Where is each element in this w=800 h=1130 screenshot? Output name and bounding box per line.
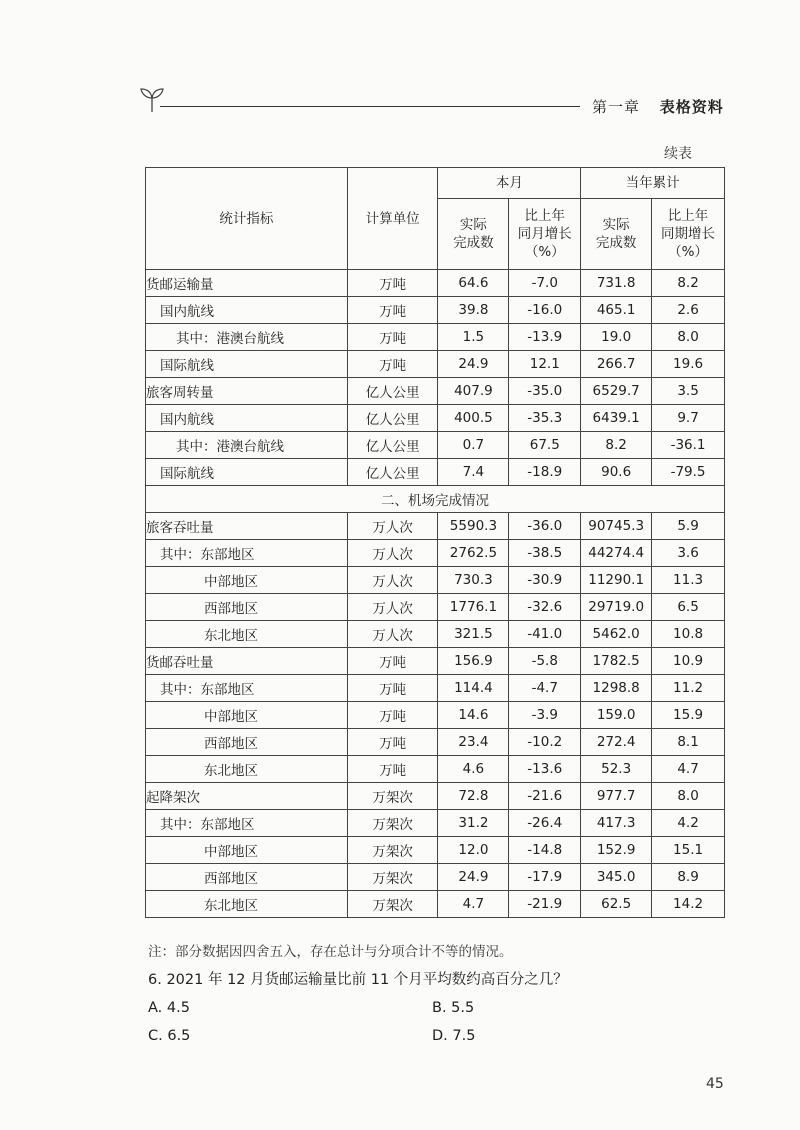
month-actual-cell: 407.9 — [438, 378, 509, 405]
month-growth-cell: -3.9 — [509, 702, 581, 729]
table-row — [146, 351, 725, 378]
option-b[interactable]: B. 5.5 — [432, 1000, 475, 1016]
month-growth-cell: -21.9 — [509, 891, 581, 918]
month-actual-cell: 1.5 — [438, 324, 509, 351]
month-growth-cell: 12.1 — [509, 351, 581, 378]
indicator-cell: 西部地区 — [146, 594, 348, 621]
table-row — [146, 270, 725, 297]
col-indicator-header: 统计指标 — [146, 168, 348, 270]
ytd-actual-cell: 44274.4 — [581, 540, 652, 567]
month-actual-cell: 14.6 — [438, 702, 509, 729]
month-actual-cell: 321.5 — [438, 621, 509, 648]
ytd-growth-cell: 8.9 — [652, 864, 725, 891]
indicator-cell: 货邮运输量 — [146, 270, 348, 297]
ytd-growth-cell: -79.5 — [652, 459, 725, 486]
ytd-growth-cell: 8.0 — [652, 324, 725, 351]
table-note: 注：部分数据因四舍五入，存在总计与分项合计不等的情况。 — [148, 944, 513, 960]
month-growth-cell: 67.5 — [509, 432, 581, 459]
indicator-cell: 其中：东部地区 — [146, 675, 348, 702]
month-actual-cell: 31.2 — [438, 810, 509, 837]
table-row — [146, 837, 725, 864]
unit-cell: 万人次 — [347, 567, 438, 594]
ytd-actual-cell: 6439.1 — [581, 405, 652, 432]
group-month-header: 本月 — [438, 168, 581, 199]
table-row — [146, 567, 725, 594]
unit-cell: 万架次 — [347, 810, 438, 837]
month-actual-cell: 0.7 — [438, 432, 509, 459]
indicator-cell: 东北地区 — [146, 756, 348, 783]
indicator-cell: 货邮吞吐量 — [146, 648, 348, 675]
ytd-growth-cell: 11.2 — [652, 675, 725, 702]
table-row — [146, 378, 725, 405]
month-actual-cell: 4.7 — [438, 891, 509, 918]
unit-cell: 万人次 — [347, 621, 438, 648]
month-growth-cell: -17.9 — [509, 864, 581, 891]
table-row — [146, 756, 725, 783]
table-row — [146, 702, 725, 729]
ytd-actual-cell: 11290.1 — [581, 567, 652, 594]
option-d[interactable]: D. 7.5 — [432, 1028, 476, 1044]
month-growth-cell: -16.0 — [509, 297, 581, 324]
unit-cell: 万吨 — [347, 702, 438, 729]
unit-cell: 亿人公里 — [347, 378, 438, 405]
month-growth-cell: -35.0 — [509, 378, 581, 405]
table-row — [146, 810, 725, 837]
month-growth-cell: -13.6 — [509, 756, 581, 783]
ytd-actual-cell: 19.0 — [581, 324, 652, 351]
table-row — [146, 324, 725, 351]
option-c[interactable]: C. 6.5 — [148, 1028, 191, 1044]
month-actual-cell: 23.4 — [438, 729, 509, 756]
ytd-growth-cell: 11.3 — [652, 567, 725, 594]
indicator-cell: 其中：港澳台航线 — [146, 324, 348, 351]
unit-cell: 亿人公里 — [347, 405, 438, 432]
ytd-actual-cell: 272.4 — [581, 729, 652, 756]
table-body-bottom — [146, 513, 725, 918]
ytd-actual-cell: 6529.7 — [581, 378, 652, 405]
sub-actual2-header: 实际 完成数 — [581, 199, 652, 270]
month-growth-cell: -4.7 — [509, 675, 581, 702]
ytd-actual-cell: 977.7 — [581, 783, 652, 810]
indicator-cell: 起降架次 — [146, 783, 348, 810]
ytd-growth-cell: 3.5 — [652, 378, 725, 405]
indicator-cell: 国内航线 — [146, 297, 348, 324]
unit-cell: 万人次 — [347, 594, 438, 621]
indicator-cell: 西部地区 — [146, 729, 348, 756]
unit-cell: 万架次 — [347, 891, 438, 918]
month-actual-cell: 39.8 — [438, 297, 509, 324]
ytd-growth-cell: 14.2 — [652, 891, 725, 918]
page-number: 45 — [706, 1076, 724, 1092]
chapter-number: 第一章 — [592, 98, 641, 116]
chapter-header — [592, 96, 724, 117]
month-growth-cell: -32.6 — [509, 594, 581, 621]
ytd-growth-cell: 10.8 — [652, 621, 725, 648]
unit-cell: 万架次 — [347, 864, 438, 891]
table-row — [146, 459, 725, 486]
indicator-cell: 中部地区 — [146, 567, 348, 594]
unit-cell: 万吨 — [347, 324, 438, 351]
indicator-cell: 旅客周转量 — [146, 378, 348, 405]
month-growth-cell: -36.0 — [509, 513, 581, 540]
section-row — [146, 486, 725, 513]
indicator-cell: 其中：东部地区 — [146, 540, 348, 567]
month-growth-cell: -18.9 — [509, 459, 581, 486]
group-ytd-header: 当年累计 — [581, 168, 725, 199]
ytd-growth-cell: 10.9 — [652, 648, 725, 675]
ytd-actual-cell: 731.8 — [581, 270, 652, 297]
indicator-cell: 东北地区 — [146, 891, 348, 918]
month-growth-cell: -14.8 — [509, 837, 581, 864]
table-row — [146, 540, 725, 567]
month-actual-cell: 730.3 — [438, 567, 509, 594]
unit-cell: 万架次 — [347, 837, 438, 864]
ytd-growth-cell: 19.6 — [652, 351, 725, 378]
chapter-title: 表格资料 — [659, 98, 724, 116]
ytd-actual-cell: 1298.8 — [581, 675, 652, 702]
sprout-icon — [138, 86, 166, 114]
unit-cell: 万吨 — [347, 297, 438, 324]
unit-cell: 万人次 — [347, 513, 438, 540]
ytd-actual-cell: 5462.0 — [581, 621, 652, 648]
ytd-actual-cell: 417.3 — [581, 810, 652, 837]
ytd-growth-cell: 8.2 — [652, 270, 725, 297]
month-actual-cell: 400.5 — [438, 405, 509, 432]
section-title: 二、机场完成情况 — [146, 486, 725, 513]
sub-actual-header: 实际 完成数 — [438, 199, 509, 270]
month-actual-cell: 1776.1 — [438, 594, 509, 621]
table-row — [146, 297, 725, 324]
unit-cell: 万吨 — [347, 756, 438, 783]
ytd-actual-cell: 8.2 — [581, 432, 652, 459]
month-actual-cell: 24.9 — [438, 351, 509, 378]
indicator-cell: 中部地区 — [146, 837, 348, 864]
ytd-growth-cell: 15.9 — [652, 702, 725, 729]
ytd-growth-cell: 9.7 — [652, 405, 725, 432]
indicator-cell: 旅客吞吐量 — [146, 513, 348, 540]
table-row — [146, 405, 725, 432]
table-row — [146, 513, 725, 540]
ytd-actual-cell: 266.7 — [581, 351, 652, 378]
month-growth-cell: -38.5 — [509, 540, 581, 567]
month-growth-cell: -5.8 — [509, 648, 581, 675]
unit-cell: 万吨 — [347, 648, 438, 675]
month-actual-cell: 2762.5 — [438, 540, 509, 567]
unit-cell: 万吨 — [347, 270, 438, 297]
indicator-cell: 中部地区 — [146, 702, 348, 729]
month-growth-cell: -13.9 — [509, 324, 581, 351]
continued-label: 续表 — [664, 146, 692, 162]
option-a[interactable]: A. 4.5 — [148, 1000, 190, 1016]
table-row — [146, 621, 725, 648]
table-row — [146, 432, 725, 459]
ytd-actual-cell: 465.1 — [581, 297, 652, 324]
month-growth-cell: -7.0 — [509, 270, 581, 297]
month-growth-cell: -26.4 — [509, 810, 581, 837]
month-growth-cell: -35.3 — [509, 405, 581, 432]
table-body-top — [146, 270, 725, 486]
statistics-table — [145, 167, 725, 918]
unit-cell: 万人次 — [347, 540, 438, 567]
unit-cell: 万架次 — [347, 783, 438, 810]
ytd-growth-cell: 4.2 — [652, 810, 725, 837]
month-growth-cell: -21.6 — [509, 783, 581, 810]
ytd-growth-cell: 8.0 — [652, 783, 725, 810]
ytd-actual-cell: 159.0 — [581, 702, 652, 729]
month-actual-cell: 12.0 — [438, 837, 509, 864]
question-text: 6. 2021 年 12 月货邮运输量比前 11 个月平均数约高百分之几？ — [148, 972, 568, 988]
table-row — [146, 729, 725, 756]
ytd-growth-cell: 3.6 — [652, 540, 725, 567]
indicator-cell: 国际航线 — [146, 351, 348, 378]
indicator-cell: 其中：港澳台航线 — [146, 432, 348, 459]
indicator-cell: 其中：东部地区 — [146, 810, 348, 837]
month-actual-cell: 5590.3 — [438, 513, 509, 540]
indicator-cell: 东北地区 — [146, 621, 348, 648]
indicator-cell: 西部地区 — [146, 864, 348, 891]
ytd-growth-cell: 4.7 — [652, 756, 725, 783]
ytd-actual-cell: 90.6 — [581, 459, 652, 486]
table-row — [146, 891, 725, 918]
month-actual-cell: 4.6 — [438, 756, 509, 783]
header-rule — [160, 106, 580, 107]
unit-cell: 亿人公里 — [347, 459, 438, 486]
month-growth-cell: -41.0 — [509, 621, 581, 648]
unit-cell: 亿人公里 — [347, 432, 438, 459]
ytd-actual-cell: 52.3 — [581, 756, 652, 783]
month-growth-cell: -10.2 — [509, 729, 581, 756]
ytd-actual-cell: 1782.5 — [581, 648, 652, 675]
table-row — [146, 675, 725, 702]
month-actual-cell: 64.6 — [438, 270, 509, 297]
month-actual-cell: 7.4 — [438, 459, 509, 486]
ytd-growth-cell: 6.5 — [652, 594, 725, 621]
sub-ytd-growth-header: 比上年 同期增长 （%） — [652, 199, 725, 270]
unit-cell: 万吨 — [347, 675, 438, 702]
ytd-actual-cell: 152.9 — [581, 837, 652, 864]
sub-month-growth-header: 比上年 同月增长 （%） — [509, 199, 581, 270]
table-row — [146, 783, 725, 810]
ytd-growth-cell: 5.9 — [652, 513, 725, 540]
month-growth-cell: -30.9 — [509, 567, 581, 594]
month-actual-cell: 114.4 — [438, 675, 509, 702]
table-row — [146, 648, 725, 675]
ytd-growth-cell: 2.6 — [652, 297, 725, 324]
indicator-cell: 国际航线 — [146, 459, 348, 486]
ytd-growth-cell: 15.1 — [652, 837, 725, 864]
ytd-growth-cell: -36.1 — [652, 432, 725, 459]
month-actual-cell: 156.9 — [438, 648, 509, 675]
month-actual-cell: 72.8 — [438, 783, 509, 810]
indicator-cell: 国内航线 — [146, 405, 348, 432]
month-actual-cell: 24.9 — [438, 864, 509, 891]
col-unit-header: 计算单位 — [347, 168, 438, 270]
ytd-actual-cell: 90745.3 — [581, 513, 652, 540]
table-row — [146, 864, 725, 891]
unit-cell: 万吨 — [347, 729, 438, 756]
ytd-actual-cell: 29719.0 — [581, 594, 652, 621]
ytd-growth-cell: 8.1 — [652, 729, 725, 756]
table-row — [146, 594, 725, 621]
ytd-actual-cell: 62.5 — [581, 891, 652, 918]
unit-cell: 万吨 — [347, 351, 438, 378]
ytd-actual-cell: 345.0 — [581, 864, 652, 891]
